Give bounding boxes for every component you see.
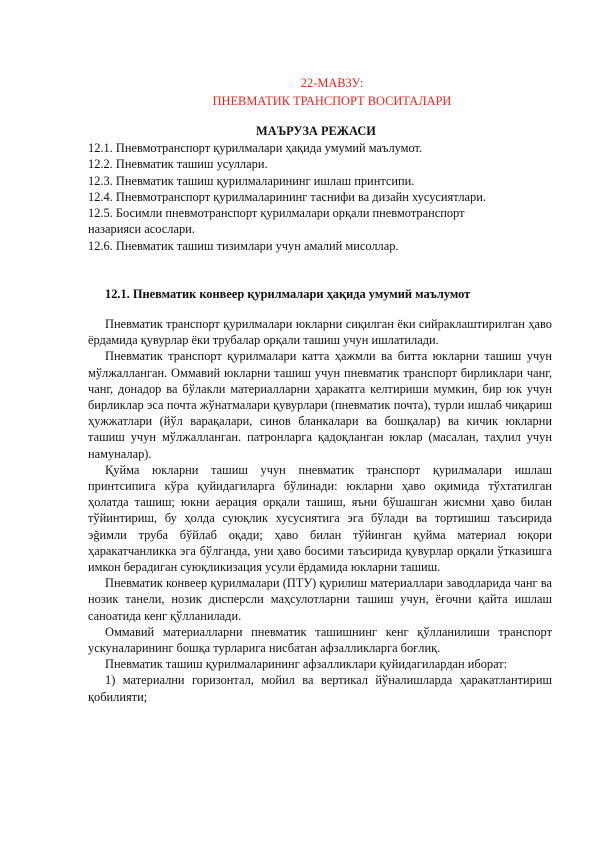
section-heading: 12.1. Пневматик конвеер қурилмалари ҳақида умумий маълумот [105, 287, 471, 301]
plan-item: 12.5. Босимли пневмотранспорт қурилмалари орқали пневмотранспорт [88, 206, 465, 221]
title-block [0, 74, 596, 110]
section-body [88, 316, 552, 705]
plan-item: 12.3. Пневматик ташиш қурилмаларининг ишлаш принтсипи. [88, 173, 415, 188]
plan-item: 12.2. Пневматик ташиш усуллари. [88, 157, 268, 172]
plan-item: 12.6. Пневматик ташиш тизимлари учун амалий мисоллар. [88, 238, 399, 253]
plan-list [88, 140, 558, 254]
paragraph: Пневматик транспорт қурилмалари катта ҳажмли ва битта юкларни ташиш учун мўлжалланган. Оммавий юкларни ташиш учун пневматик транспорт бирликлари чанг, чанг, донадор ва бўлакли материалларни ҳаракатга келтириши мумкин, бир юк учун бирликлар эса почта жўнатмалари қувурлари (пневматик почта), турли ишлаб чиқариш ҳужжатлари (йўл варақалари, синов бланкалари ва бошқалар) ва кичик юкларни ташиш учун мўлжалланган. патронларга қадоқланган юклар (масалан, таҳлил учун намуналар). [88, 349, 552, 461]
plan-item: назарияси асослари. [88, 222, 195, 237]
paragraph: Пневматик транспорт қурилмалари юкларни сиқилган ёки сийраклаштирилган ҳаво ёрдамида қувурлар ёки трубалар орқали ташиш учун ишлатилади. [88, 317, 552, 348]
topic-number: 22-МАВЗУ: [300, 76, 364, 90]
paragraph: Қуйма юкларни ташиш учун пневматик транспорт қурилмалари ишлаш принтсипига кўра қуйидагиларга бўлинади: юкларни ҳаво оқимида тўхтатилган ҳолатда ташиш; юкни аерация орқали ташиш, яъни бўшашган жисмни ҳаво билан тўйинтириш, бу ҳолда суюқлик хусусиятига эга бўлади ва тортишиш таъсирида эğимли труба бўйлаб оқади; ҳаво билан тўйинган қуйма материал юқори ҳаракатчанликка эга бўлганда, уни ҳаво босими таъсирида қувурлар орқали ўтказишга имкон берадиган суюқликизация усули ёрдамида юкларни ташиш. [88, 462, 552, 575]
page-title: ПНЕВМАТИК ТРАНСПОРТ ВОСИТАЛАРИ [212, 94, 452, 108]
plan-item: 12.1. Пневмотранспорт қурилмалари ҳақида умумий маълумот. [88, 141, 423, 155]
paragraph: Пневматик конвеер қурилмалари (ПТУ) қурилиш материаллари заводларида чанг ва нозик танели, нозик дисперсли маҳсулотларни ташиш учун, ёғочни қайта ишлаш саноатида кенг қўлланилади. [88, 576, 552, 623]
paragraph: Оммавий материалларни пневматик ташишнинг кенг қўлланилиши транспорт ускуналарининг бошқа турларига нисбатан афзалликларга боғлиқ. [88, 624, 552, 656]
plan-heading: МАЪРУЗА РЕЖАСИ [256, 124, 376, 138]
paragraph: 1) материални горизонтал, мойил ва вертикал йўналишларда ҳаракатлантириш қобилияти; [88, 673, 552, 704]
paragraph: Пневматик ташиш қурилмаларининг афзалликлари қуйидагилардан иборат: [105, 657, 508, 672]
plan-item: 12.4. Пневмотранспорт қурилмаларининг таснифи ва дизайн хусусиятлари. [88, 189, 486, 204]
